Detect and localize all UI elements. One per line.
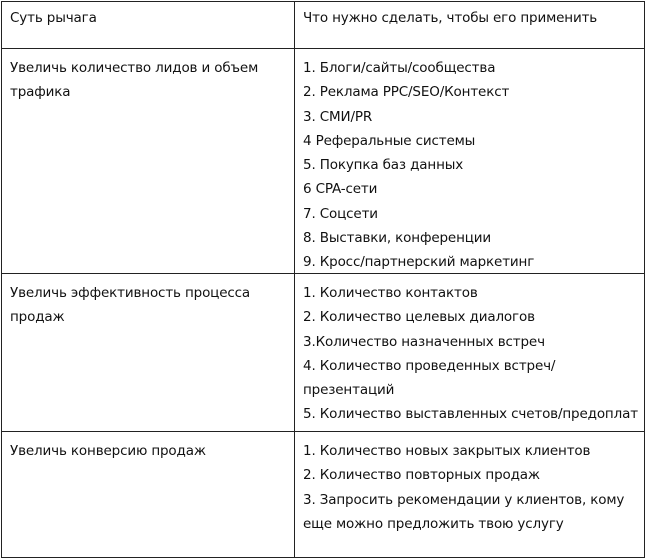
action-item: 6 CPA-сети xyxy=(303,181,378,198)
row-lever-leads: Увеличь количество лидов и объем трафика xyxy=(10,60,259,101)
action-item: 9. Кросс/партнерский маркетинг xyxy=(303,254,535,271)
action-item: 3. СМИ/PR xyxy=(303,108,373,125)
action-item: 8. Выставки, конференции xyxy=(303,230,492,247)
row-lever-conversion: Увеличь конверсию продаж xyxy=(10,443,206,459)
action-item: 5. Количество выставленных счетов/предоплат xyxy=(303,406,638,423)
action-item: 4 Реферальные системы xyxy=(303,132,476,149)
action-item: 1. Количество новых закрытых клиентов xyxy=(303,443,591,459)
action-item: 1. Блоги/сайты/сообщества xyxy=(303,60,496,76)
row-actions-leads xyxy=(303,56,643,275)
action-item: 4. Количество проведенных встреч/ xyxy=(303,357,556,374)
header-lever: Суть рычага xyxy=(10,10,97,26)
column-divider xyxy=(294,2,295,557)
action-item: 7. Соцсети xyxy=(303,205,378,222)
action-item: 3.Количество назначенных встреч xyxy=(303,333,545,350)
header-row-divider xyxy=(2,48,644,49)
action-item: презентаций xyxy=(303,382,395,399)
action-item: 2. Количество повторных продаж xyxy=(303,467,540,484)
levers-table xyxy=(1,1,645,558)
action-item: 2. Реклама PPC/SEO/Контекст xyxy=(303,84,510,101)
action-item: еще можно предложить твою услугу xyxy=(303,515,564,532)
row-divider-2 xyxy=(2,431,644,432)
header-actions: Что нужно сделать, чтобы его применить xyxy=(303,10,598,26)
row-lever-sales-efficiency: Увеличь эффективность процесса продаж xyxy=(10,285,251,326)
action-item: 5. Покупка баз данных xyxy=(303,157,464,174)
row-actions-conversion xyxy=(303,439,643,536)
action-item: 3. Запросить рекомендации у клиентов, кому xyxy=(303,491,625,508)
row-actions-sales-efficiency xyxy=(303,281,643,427)
action-item: 2. Количество целевых диалогов xyxy=(303,309,535,326)
action-item: 1. Количество контактов xyxy=(303,285,478,301)
